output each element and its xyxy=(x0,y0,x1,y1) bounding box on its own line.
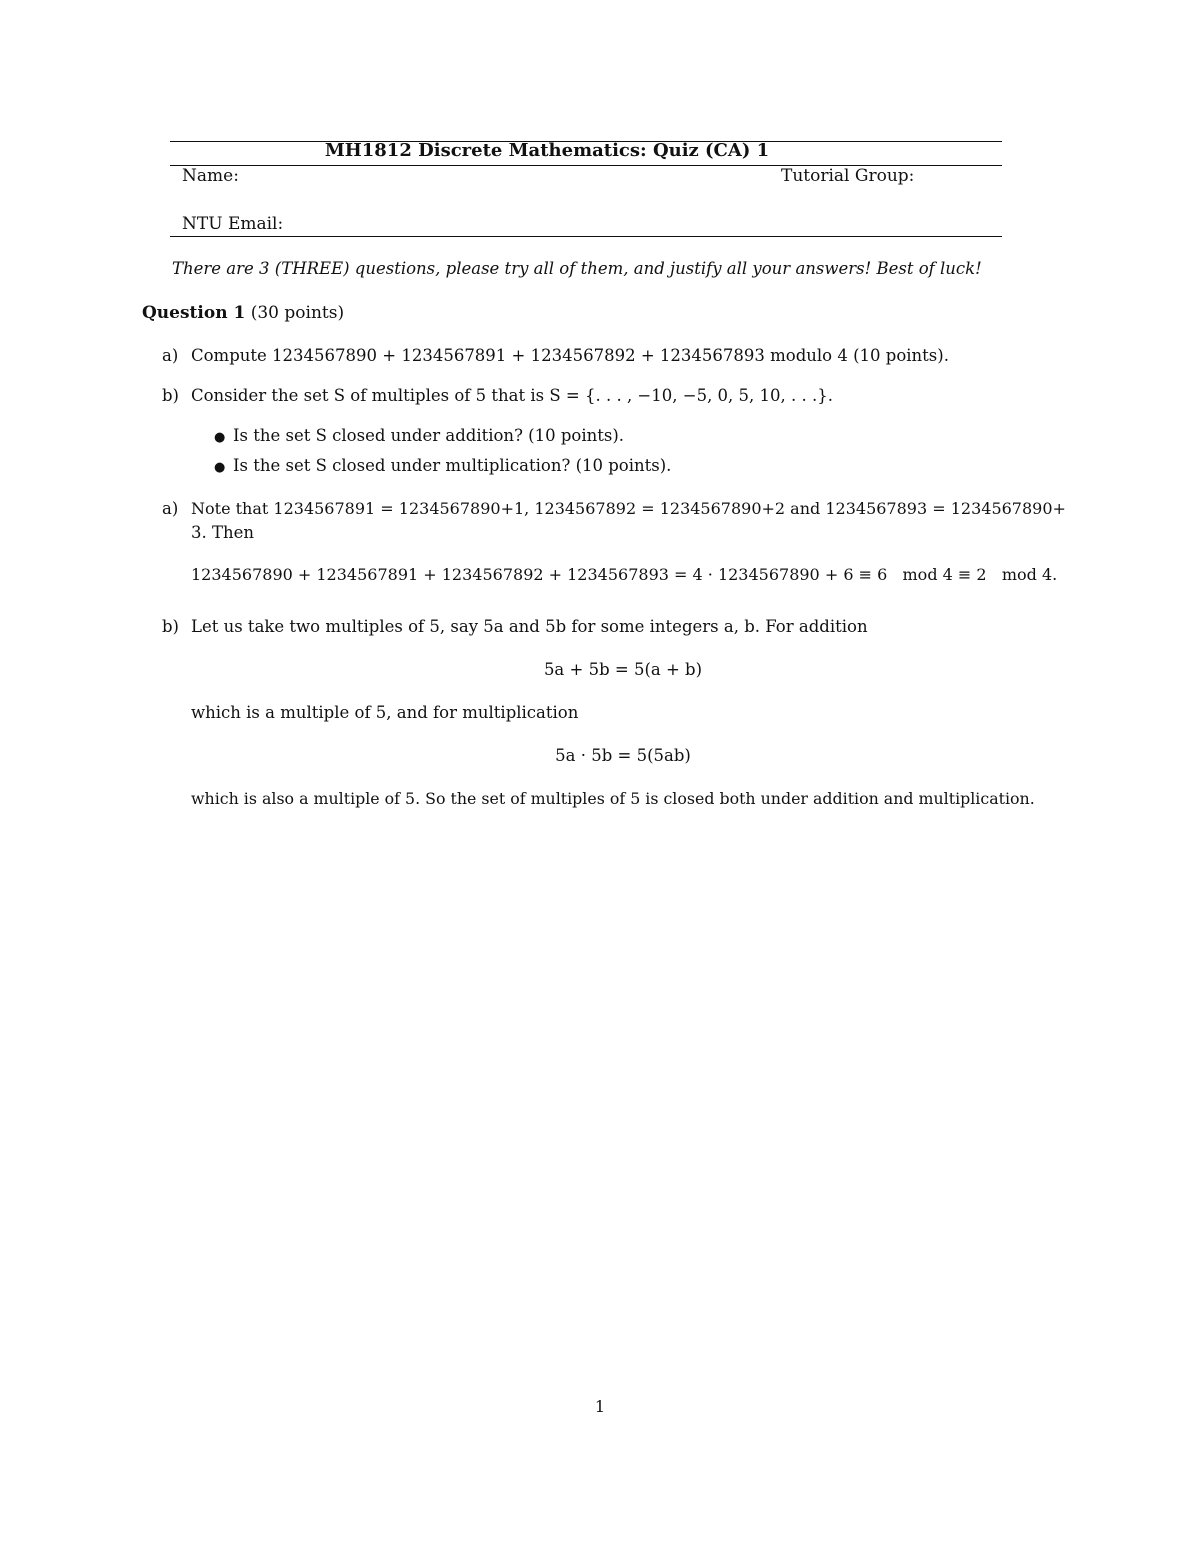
ntu-email-label: NTU Email: xyxy=(182,214,284,234)
solution-a-equation: 1234567890 + 1234567891 + 1234567892 + 1234567893 = 4 · 1234567890 + 6 ≡ 6 mod 4 ≡ 2 mod 4. xyxy=(191,565,1058,584)
solution-b-label: b) xyxy=(162,617,179,636)
bullet-icon: ● xyxy=(214,460,226,475)
bullet-icon: ● xyxy=(214,430,226,445)
page-title: MH1812 Discrete Mathematics: Quiz (CA) 1 xyxy=(324,140,770,161)
question-title: Question 1 xyxy=(142,303,246,323)
solution-b-equation-addition: 5a + 5b = 5(a + b) xyxy=(543,660,703,679)
solution-b-equation-multiplication: 5a · 5b = 5(5ab) xyxy=(555,746,691,765)
question-points: (30 points) xyxy=(250,303,345,323)
solution-b-line3: which is also a multiple of 5. So the set of multiples of 5 is closed both under addition and multiplication. xyxy=(191,789,1035,808)
part-a-label: a) xyxy=(162,346,179,365)
bullet-item-addition: Is the set S closed under addition? (10 points). xyxy=(233,426,625,445)
instructions: There are 3 (THREE) questions, please try all of them, and justify all your answers! Best of luck! xyxy=(172,259,982,278)
tutorial-group-label: Tutorial Group: xyxy=(781,166,915,186)
solution-b-line2: which is a multiple of 5, and for multiplication xyxy=(191,703,579,722)
header-bottom-rule xyxy=(170,236,1002,237)
page-number: 1 xyxy=(594,1397,606,1416)
solution-b-line1: Let us take two multiples of 5, say 5a and 5b for some integers a, b. For addition xyxy=(191,617,868,636)
solution-a-label: a) xyxy=(162,499,179,518)
question-heading xyxy=(142,303,344,323)
name-label: Name: xyxy=(182,166,239,186)
part-b-text: Consider the set S of multiples of 5 that is S = {. . . , −10, −5, 0, 5, 10, . . .}. xyxy=(191,386,833,405)
part-b-label: b) xyxy=(162,386,179,405)
solution-a-line2: 3. Then xyxy=(191,523,255,542)
part-a-text: Compute 1234567890 + 1234567891 + 1234567892 + 1234567893 modulo 4 (10 points). xyxy=(191,346,949,365)
bullet-item-multiplication: Is the set S closed under multiplication? (10 points). xyxy=(233,456,672,475)
solution-a-line1: Note that 1234567891 = 1234567890+1, 1234567892 = 1234567890+2 and 1234567893 = 1234567890+ xyxy=(191,499,1066,518)
